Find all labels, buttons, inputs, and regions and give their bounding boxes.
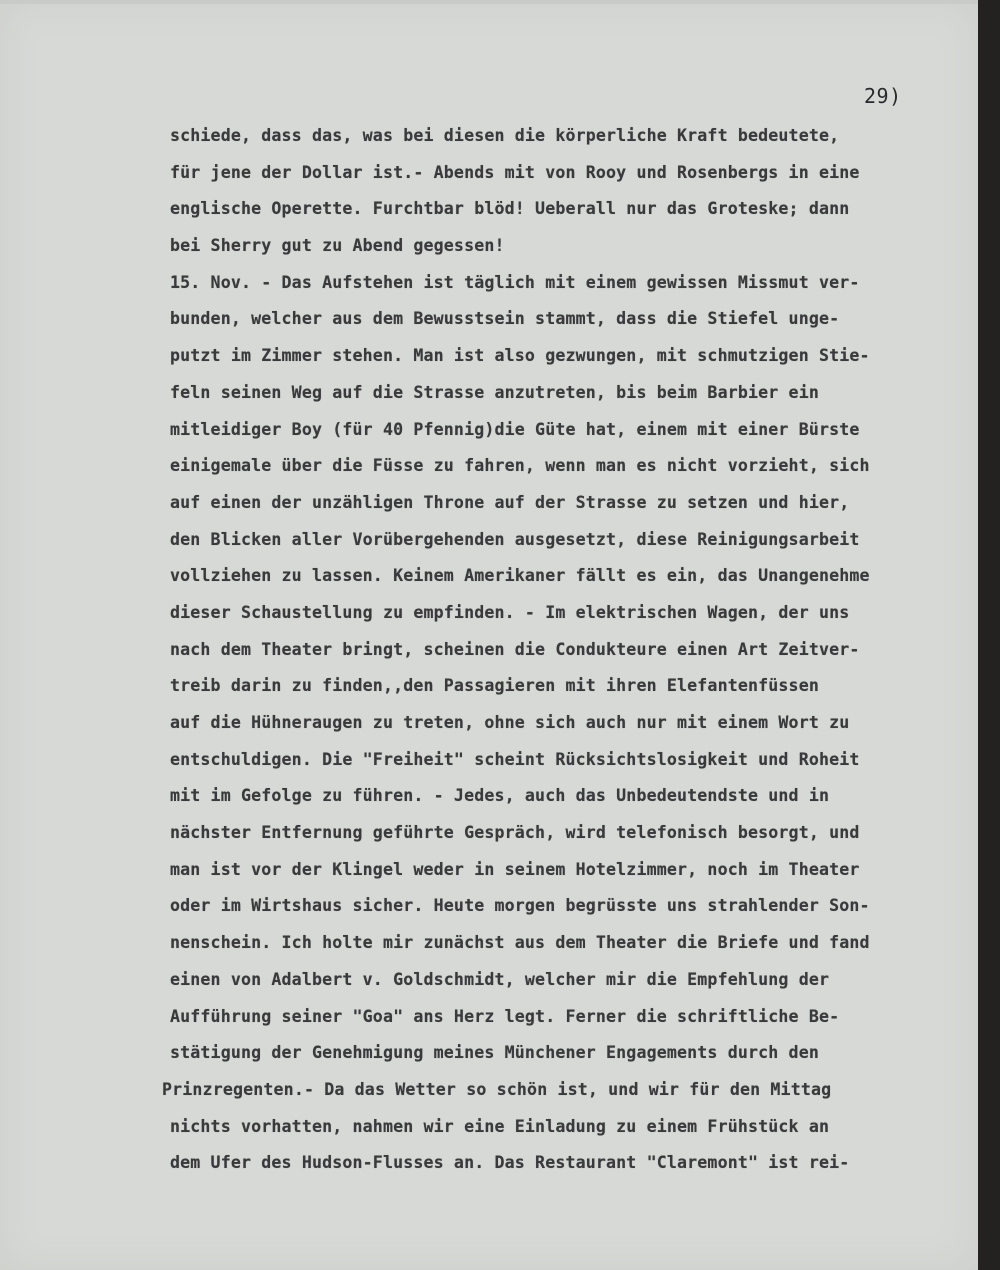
text-line: nach dem Theater bringt, scheinen die Condukteure einen Art Zeitver- — [170, 639, 860, 659]
text-line: einen von Adalbert v. Goldschmidt, welcher mir die Empfehlung der — [170, 969, 830, 989]
text-line: entschuldigen. Die "Freiheit" scheint Rücksichtslosigkeit und Roheit — [170, 749, 860, 769]
text-line: auf die Hühneraugen zu treten, ohne sich auch nur mit einem Wort zu — [170, 713, 850, 732]
text-line: schiede, dass das, was bei diesen die körperliche Kraft bedeutete, — [170, 126, 840, 145]
text-line: man ist vor der Klingel weder in seinem Hotelzimmer, noch im Theater — [170, 859, 860, 879]
text-line: Prinzregenten.- Da das Wetter so schön ist, und wir für den Mittag — [162, 1079, 832, 1099]
text-line: vollziehen zu lassen. Keinem Amerikaner fällt es ein, das Unangenehme — [170, 566, 870, 586]
text-line: dieser Schaustellung zu empfinden. - Im elektrischen Wagen, der uns — [170, 602, 850, 622]
text-line: oder im Wirtshaus sicher. Heute morgen begrüsste uns strahlender Son- — [170, 896, 870, 916]
text-line: Aufführung seiner "Goa" ans Herz legt. Ferner die schriftliche Be- — [170, 1006, 840, 1026]
page-number: 29) — [864, 84, 902, 108]
text-line: feln seinen Weg auf die Strasse anzutreten, bis beim Barbier ein — [170, 382, 819, 402]
text-line: englische Operette. Furchtbar blöd! Ueberall nur das Groteske; dann — [170, 199, 850, 219]
text-line: stätigung der Genehmigung meines Münchener Engagements durch den — [170, 1043, 819, 1063]
text-line: für jene der Dollar ist.- Abends mit von Rooy und Rosenbergs in eine — [170, 162, 860, 182]
text-line: putzt im Zimmer stehen. Man ist also gezwungen, mit schmutzigen Stie- — [170, 346, 870, 366]
text-line: dem Ufer des Hudson-Flusses an. Das Restaurant "Claremont" ist rei- — [170, 1153, 850, 1173]
text-line: auf einen der unzähligen Throne auf der Strasse zu setzen und hier, — [170, 492, 850, 512]
text-line: mit im Gefolge zu führen. - Jedes, auch das Unbedeutendste und in — [170, 786, 830, 806]
text-line: bunden, welcher aus dem Bewusstsein stammt, dass die Stiefel unge- — [170, 309, 840, 329]
text-line: einigemale über die Füsse zu fahren, wenn man es nicht vorzieht, sich — [170, 456, 870, 476]
text-line: 15. Nov. - Das Aufstehen ist täglich mit einem gewissen Missmut ver- — [170, 272, 860, 292]
text-line: den Blicken aller Vorübergehenden ausgesetzt, diese Reinigungsarbeit — [170, 529, 860, 549]
typed-text-body — [162, 118, 960, 1182]
text-line: mitleidiger Boy (für 40 Pfennig)die Güte hat, einem mit einer Bürste — [170, 419, 860, 439]
text-line: treib darin zu finden,,den Passagieren mit ihren Elefantenfüssen — [170, 676, 819, 696]
text-line: nichts vorhatten, nahmen wir eine Einladung zu einem Frühstück an — [170, 1116, 830, 1136]
text-line: nächster Entfernung geführte Gespräch, wird telefonisch besorgt, und — [170, 823, 860, 843]
page-top-edge — [0, 0, 978, 4]
dark-background-edge — [978, 0, 1000, 1270]
text-line: nenschein. Ich holte mir zunächst aus dem Theater die Briefe und fand — [170, 933, 870, 953]
text-line: bei Sherry gut zu Abend gegessen! — [170, 236, 505, 256]
